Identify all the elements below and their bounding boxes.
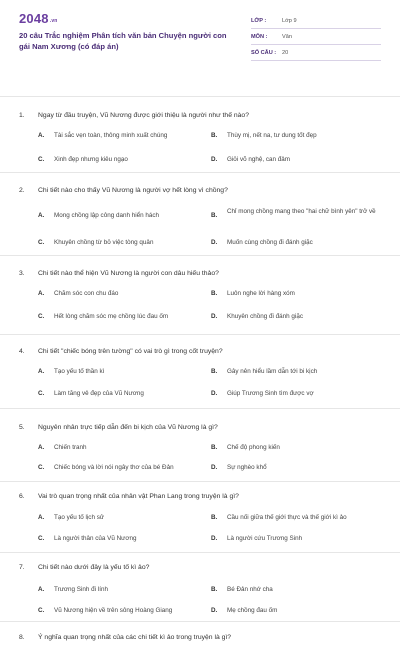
logo-text: 2048 <box>19 11 49 26</box>
meta-row-class <box>251 13 381 29</box>
question-text: 8. Ý nghĩa quan trọng nhất của các chi tiết kì ảo trong truyện là gì? <box>19 634 232 641</box>
question-2: 2. Chi tiết nào cho thấy Vũ Nương là người vợ hết lòng vì chồng? A. Mong chồng lập công danh hiển hách B. Chỉ mong chồng mang theo "hai chữ bình yên" trở về C. Khuyên chồng từ bỏ việc tòng quân D. Muốn cùng chồng đi đánh giặc <box>0 172 400 255</box>
question-text: 6. Vai trò quan trọng nhất của nhân vật Phan Lang trong truyện là gì? <box>19 493 239 500</box>
worksheet-header <box>0 0 400 92</box>
meta-label: MÔN : <box>251 33 268 40</box>
meta-label: LỚP : <box>251 17 267 24</box>
question-text: 5. Nguyên nhân trực tiếp dẫn đến bi kịch của Vũ Nương là gì? <box>19 424 218 431</box>
question-text: 3. Chi tiết nào thể hiện Vũ Nương là người con dâu hiếu thảo? <box>19 270 219 277</box>
question-4: 4. Chi tiết "chiếc bóng trên tường" có vai trò gì trong cốt truyện? A. Tạo yếu tố thần kì B. Gây nên hiểu lầm dẫn tới bi kịch C. Làm tăng vẻ đẹp của Vũ Nương D. Giúp Trương Sinh tìm được vợ <box>0 334 400 408</box>
question-7: 7. Chi tiết nào dưới đây là yếu tố kì ảo? A. Trương Sinh đi lính B. Bé Đản nhớ cha C. Vũ Nương hiện về trên sông Hoàng Giang D. Mẹ chồng đau ốm <box>0 552 400 621</box>
meta-row-count <box>251 45 381 61</box>
question-text: 7. Chi tiết nào dưới đây là yếu tố kì ảo? <box>19 564 150 571</box>
site-logo[interactable] <box>19 11 58 26</box>
question-text: 4. Chi tiết "chiếc bóng trên tường" có vai trò gì trong cốt truyện? <box>19 348 223 355</box>
meta-table <box>251 13 381 61</box>
document-title: 20 câu Trắc nghiệm Phân tích văn bản Chuyện người con gái Nam Xương (có đáp án) <box>19 31 227 51</box>
question-5: 5. Nguyên nhân trực tiếp dẫn đến bi kịch của Vũ Nương là gì? A. Chiến tranh B. Chế độ phong kiến C. Chiếc bóng và lời nói ngây thơ của bé Đản D. Sự nghèo khổ <box>0 408 400 481</box>
meta-value: Lớp 9 <box>282 17 297 24</box>
meta-label: SỐ CÂU : <box>251 49 277 56</box>
question-1: 1. Ngay từ đầu truyện, Vũ Nương được giới thiệu là người như thế nào? A. Tài sắc vẹn toàn, thông minh xuất chúng B. Thùy mị, nết na, tư dung tốt đẹp C. Xinh đẹp nhưng kiêu ngạo D. Giỏi võ nghệ, can đảm <box>0 96 400 172</box>
question-text: 1. Ngay từ đầu truyện, Vũ Nương được giới thiệu là người như thế nào? <box>19 112 249 119</box>
meta-row-subject <box>251 29 381 45</box>
question-3: 3. Chi tiết nào thể hiện Vũ Nương là người con dâu hiếu thảo? A. Chăm sóc con chu đáo B. Luôn nghe lời hàng xóm C. Hết lòng chăm sóc mẹ chồng lúc đau ốm D. Khuyên chồng đi đánh giặc <box>0 255 400 334</box>
question-text: 2. Chi tiết nào cho thấy Vũ Nương là người vợ hết lòng vì chồng? <box>19 187 228 194</box>
question-6: 6. Vai trò quan trọng nhất của nhân vật Phan Lang trong truyện là gì? A. Tạo yếu tố lịch sử B. Cầu nối giữa thế giới thực và thế giới kì ảo C. Là người thân của Vũ Nương D. Là người cứu Trương Sinh <box>0 481 400 552</box>
question-8 <box>0 621 400 661</box>
meta-value: Văn <box>282 33 292 40</box>
logo-domain: .vn <box>49 18 58 24</box>
meta-value: 20 <box>282 49 289 56</box>
question-list <box>0 96 400 661</box>
